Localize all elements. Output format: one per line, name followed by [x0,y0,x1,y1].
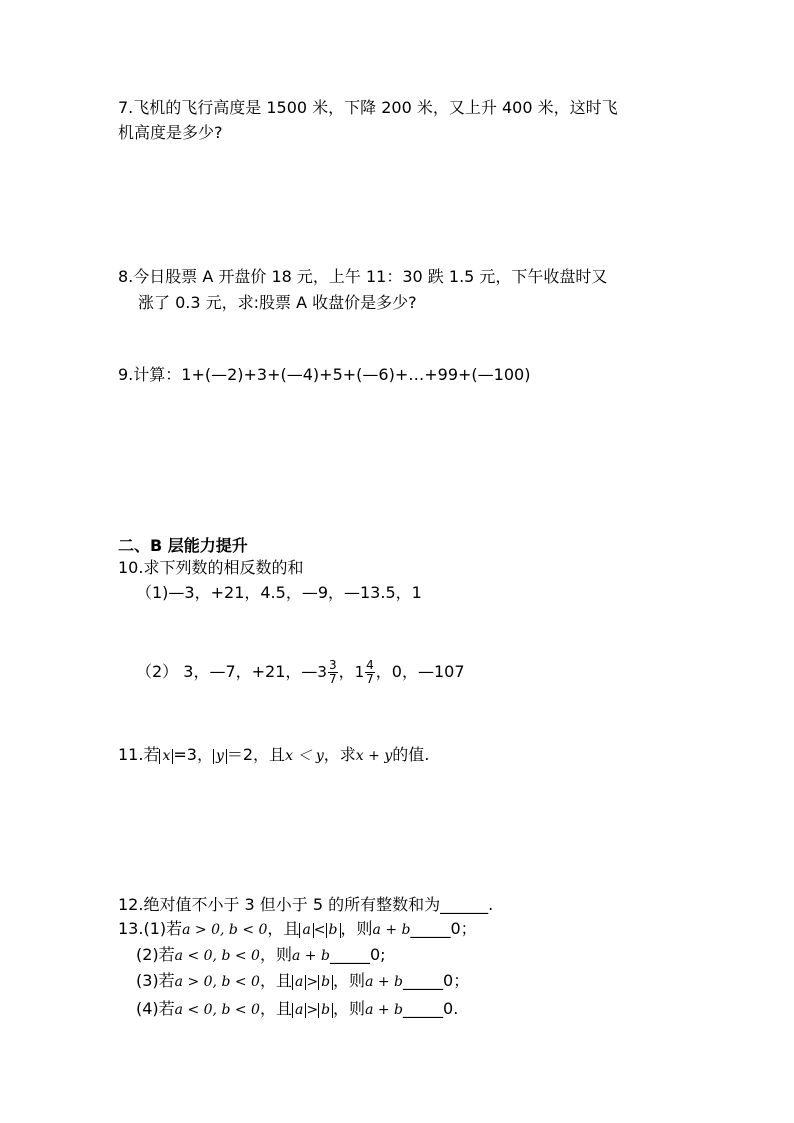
q8-line2: 涨了 0.3 元，求:股票 A 收盘价是多少? [138,293,417,312]
q12-text: 12.绝对值不小于 3 但小于 5 的所有整数和为______. [118,895,494,914]
q13-row4 [136,998,458,1021]
q13-r2-expression: a + b [291,948,330,964]
q13-r4-expression: a + b [365,1002,404,1018]
q13-r3-expression: a + b [365,974,404,990]
abs-b: b [326,923,341,938]
abs-b: b [318,1003,333,1018]
q10-title: 10.求下列数的相反数的和 [118,558,304,577]
q13-r3-op: > [306,974,319,990]
q13-r1-label: 13.(1)若 [118,919,183,938]
fraction-denominator: 7 [366,672,374,686]
q13-r1-and: ，且 [267,919,300,938]
q13-r4-then: ，则 [333,999,366,1018]
q13-r1-blank: _____0； [410,919,477,938]
mixed-number-2-int: 1 [354,663,365,681]
q8-line1: 8.今日股票 A 开盘价 18 元，上午 11：30 跌 1.5 元，下午收盘时又 [118,267,608,286]
q10-part2 [136,655,465,689]
q13-r3-blank: _____0； [403,971,470,990]
q13-r4-label: (4)若 [136,999,175,1018]
q7-line2: 机高度是多少? [118,123,223,142]
q13-r4-and: ，且 [259,999,292,1018]
abs-y: y [213,749,227,764]
q10-part2-suffix: ，0，—107 [375,662,465,681]
q13-r1-condition: a > 0, b < 0 [182,922,268,938]
q13-row1 [118,918,477,941]
q13-r4-blank: _____0. [403,999,459,1018]
q13-r1-expression: a + b [372,922,411,938]
q13-r2-blank: _____0; [329,945,386,964]
q7-line1: 7.飞机的飞行高度是 1500 米，下降 200 米，又上升 400 米，这时飞 [118,98,618,117]
q13-r4-op: > [306,1002,319,1018]
q13-r2-then: ，则 [259,945,292,964]
q13-r4-condition: a < 0, b < 0 [174,1002,260,1018]
mixed-number-2-fraction [365,659,375,686]
q13-row2 [136,944,386,967]
q13-row3 [136,970,469,993]
q13-r1-then: ，则 [340,919,373,938]
separator: ， [338,662,355,681]
q13-r1-op: < [313,922,326,938]
mixed-number-1-fraction [328,659,338,686]
q13-r3-then: ，则 [333,971,366,990]
q10-part2-prefix: （2） 3，—7，+21，— [136,662,318,681]
q11-line [118,744,429,767]
q11-suffix: 的值. [392,745,430,764]
q11-eq2: ＝2，且 [226,745,286,764]
q13-r3-condition: a > 0, b < 0 [174,974,260,990]
q13-r3-label: (3)若 [136,971,175,990]
abs-a: a [299,923,313,938]
q11-condition: x ＜ y [285,748,324,764]
q13-r3-and: ，且 [259,971,292,990]
abs-x: x [159,749,173,764]
section-b-title: 二、B 层能力提升 [118,536,248,555]
fraction-numerator: 3 [328,658,337,672]
q11-eq3: =3， [173,745,213,764]
mixed-number-1-int: 3 [317,663,327,681]
q11-mid: ，求 [323,745,356,764]
q9-text: 9.计算：1+(—2)+3+(—4)+5+(—6)+…+99+(—100) [118,365,531,384]
abs-b: b [318,975,333,990]
abs-a: a [292,1003,306,1018]
abs-a: a [292,975,306,990]
q13-r2-label: (2)若 [136,945,175,964]
q11-prefix: 11.若 [118,745,160,764]
q11-expression: x + y [355,748,393,764]
q10-part1: （1)—3，+21，4.5，—9，—13.5，1 [136,583,422,602]
q13-r2-condition: a < 0, b < 0 [174,948,260,964]
fraction-numerator: 4 [366,658,374,672]
fraction-denominator: 7 [328,672,337,686]
